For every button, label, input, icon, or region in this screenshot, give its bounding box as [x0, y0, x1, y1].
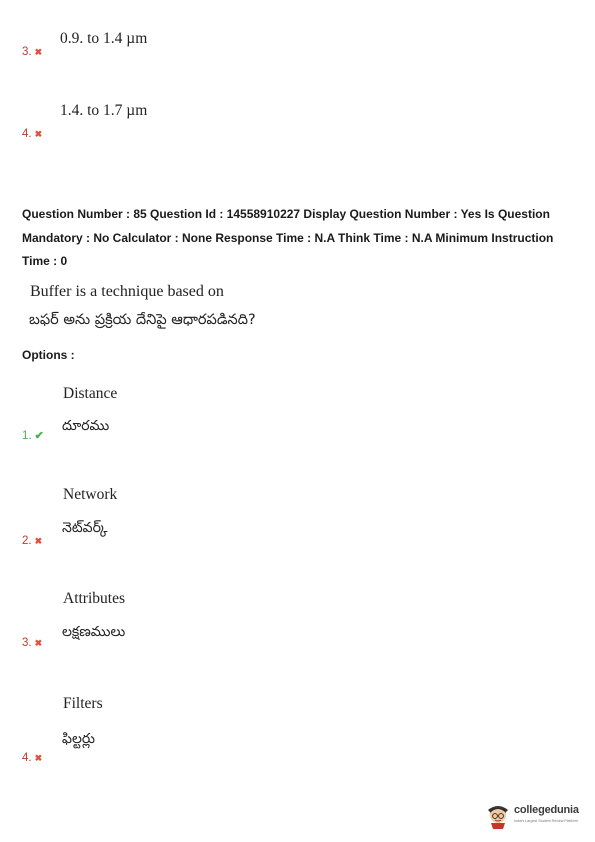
- cross-icon: ✖: [34, 47, 43, 57]
- logo-name: collegedunia: [514, 804, 579, 816]
- question-meta-line: Mandatory : No Calculator : None Response Time : N.A Think Time : N.A Minimum Instruction: [22, 230, 554, 245]
- collegedunia-logo: [484, 800, 594, 832]
- option-number: 2.: [22, 535, 32, 547]
- cross-icon: ✖: [34, 753, 43, 763]
- option-2-telugu: నెట్‌వర్క్: [62, 520, 108, 536]
- option-number: 3.: [22, 46, 32, 58]
- option-number: 1.: [22, 430, 32, 442]
- question-text-english: Buffer is a technique based on: [30, 283, 224, 300]
- option-1-telugu: దూరము: [62, 418, 110, 434]
- option-number: 4.: [22, 128, 32, 140]
- option-1-english: Distance: [63, 385, 118, 402]
- prev-option-4-text: 1.4. to 1.7 µm: [60, 102, 148, 119]
- question-text-telugu: బఫర్ అను ప్రక్రియ దేనిపై ఆధారపడినది?: [29, 312, 256, 328]
- option-2-english: Network: [63, 486, 118, 503]
- cross-icon: ✖: [34, 638, 43, 648]
- cross-icon: ✖: [34, 129, 43, 139]
- options-label: Options :: [22, 348, 75, 362]
- prev-option-3-text: 0.9. to 1.4 µm: [60, 30, 148, 47]
- option-number: 3.: [22, 637, 32, 649]
- option-2-marker: [22, 535, 42, 547]
- checkmark-icon: ✔: [34, 430, 44, 442]
- option-1-marker: [22, 429, 44, 442]
- question-meta-line: Question Number : 85 Question Id : 14558910227 Display Question Number : Yes Is Question: [22, 207, 550, 221]
- option-number: 4.: [22, 752, 32, 764]
- mascot-icon: [484, 800, 512, 830]
- option-3-english: Attributes: [63, 590, 125, 607]
- logo-tagline: India's Largest Student Review Platform: [514, 819, 578, 823]
- question-meta-line: Time : 0: [22, 254, 68, 268]
- prev-option-3-marker: [22, 46, 42, 58]
- option-3-telugu: లక్షణములు: [62, 624, 126, 640]
- option-3-marker: [22, 637, 42, 649]
- cross-icon: ✖: [34, 536, 43, 546]
- option-4-english: Filters: [63, 695, 103, 712]
- prev-option-4-marker: [22, 128, 42, 140]
- question-meta: [22, 203, 582, 274]
- option-4-marker: [22, 752, 42, 764]
- option-4-telugu: ఫిల్టర్లు: [62, 731, 96, 747]
